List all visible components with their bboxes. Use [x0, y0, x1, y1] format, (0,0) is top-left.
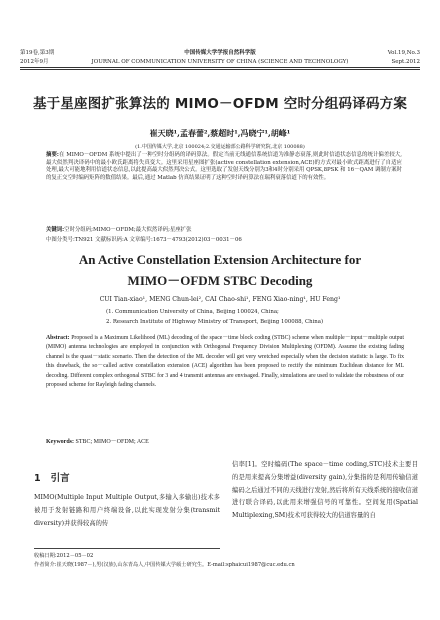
header-rule-double [20, 69, 420, 70]
affiliation-en-2: 2. Research Institute of Highway Ministry of Transport, Beijing 100088, China) [106, 319, 324, 325]
section-title: 引言 [50, 473, 70, 484]
body-right-column: 信率[1]。空时编码(The space－time coding,STC)技术主要目的是用来提高分集增益(diversity gain),分集指的是利用传输信道编码之后通过不同的天线进行发射,然后将所有天线系统的接收信道进行联合译码,以此用来增强信号的可靠性。空间复用(Spatial Multiplexing,SM)技术可获得较大的信道容量的自 [232, 461, 418, 520]
abstract-en-label: Abstract: [46, 335, 70, 341]
footnote-rule [34, 548, 220, 549]
affiliation-cn: (1.中国传媒大学,北京 100024;2.交通运输部公路科学研究院,北京 100088) [135, 144, 305, 150]
footnote-author: 作者简介:崔天晓(1987－),男(汉族),山东青岛人,中国传媒大学硕士研究生。E-mail:sphaicui1987@cuc.edu.cn [34, 562, 295, 568]
abstract-cn-label: 摘要: [46, 152, 59, 158]
volume-cn: 第19卷,第3期 [20, 50, 55, 56]
section-number: 1 [34, 473, 41, 484]
paper-title-cn: 基于星座图扩张算法的 MIMO－OFDM 空时分组码译码方案 [32, 96, 408, 112]
abstract-cn-text: 在 MIMO－OFDM 系统中提出了一种空时分组码的译码算法。假定当前无线通信系统信道为准静态衰落,则此时信道状态信息的统计偏差较大,最大似然判决译码中的最小欧氏距离将失真变大。这里采用星座图扩张(active constellation extension,ACE)的方式对最小欧式距离进行了自适应处理,最大可能地利用信道状态信息,以此提高最大似然判决公式。这里选取了发射天线分别为3和4时分别采用 QPSK,8PSK 和 16－QAM 调制方案时的复正交空时编码矩阵的数值结果。最后,通过 Matlab 仿真结果证明了这种空时译码算法在瑞利衰落信道下的有效性。 [46, 152, 402, 181]
keywords-en [46, 436, 149, 445]
abstract-en-text: Proposed is a Maximum Likelihood (ML) decoding of the space－time block coding (STBC) scheme when multiple－input－multiple output (MIMO) antenna technologies are employed in conjunction with Orthogonal Frequency Division Multiplexing (OFDM). Assume the existing fading channel is the quasi－static scenario. Then the detection of the ML decoder will get very wretched especially when the decision statistic is large. To fix this drawback, the so－called active constellation extension (ACE) algorithm has been proposed to rectify the minimum Euclidean distance for ML decoding. Different complex orthogonal STBC for 3 and 4 transmit antennas are envisaged. Finally, simulations are used to validate the robustness of our proposed scheme for Rayleigh fading channels. [46, 335, 405, 389]
keywords-cn-text: 空时分组码;MIMO－OFDM;最大似然译码;星座扩张 [64, 227, 192, 233]
paper-title-en-line2: MIMO－OFDM STBC Decoding [127, 273, 313, 288]
footnote-received: 收稿日期:2012－05－02 [34, 553, 94, 559]
abstract-en [46, 334, 404, 390]
body-left-column: MIMO(Multiple Input Multiple Output,多输入多输出)技术多被用于发射链路和用户终端设备,以此实现发射分集(transmit diversity)并获得较高的传 [34, 494, 220, 527]
keywords-en-label: Keywords: [46, 439, 74, 445]
authors-cn: 崔天晓¹,孟春蕾²,蔡超时¹,冯晓宁¹,胡峰¹ [149, 128, 291, 138]
classification-line: 中图分类号:TN921 文献标识码:A 文章编号:1673－4793(2012)03－0031－06 [46, 237, 242, 243]
date-cn: 2012年9月 [20, 59, 49, 65]
abstract-cn [46, 152, 402, 182]
keywords-en-text: STBC; MIMO－OFDM; ACE [75, 439, 149, 445]
date-en: Sept.2012 [391, 59, 420, 65]
paper-title-en-line1: An Active Constellation Extension Architecture for [78, 252, 362, 267]
keywords-cn-label: 关键词: [46, 227, 65, 233]
journal-title-cn: 中国传媒大学学报自然科学版 [184, 50, 256, 56]
header-rule [20, 67, 420, 68]
authors-en: CUI Tian-xiao¹, MENG Chun-lei², CAI Chao-shi¹, FENG Xiao-ning¹, HU Feng¹ [99, 296, 341, 303]
journal-title-en: JOURNAL OF COMMUNICATION UNIVERSITY OF CHINA (SCIENCE AND TECHNOLOGY) [91, 59, 349, 65]
volume-en: Vol.19,No.3 [387, 50, 420, 56]
section-heading [34, 470, 70, 484]
keywords-cn [46, 225, 191, 233]
affiliation-en-1: (1. Communication University of China, Beijing 100024, China; [106, 309, 279, 315]
